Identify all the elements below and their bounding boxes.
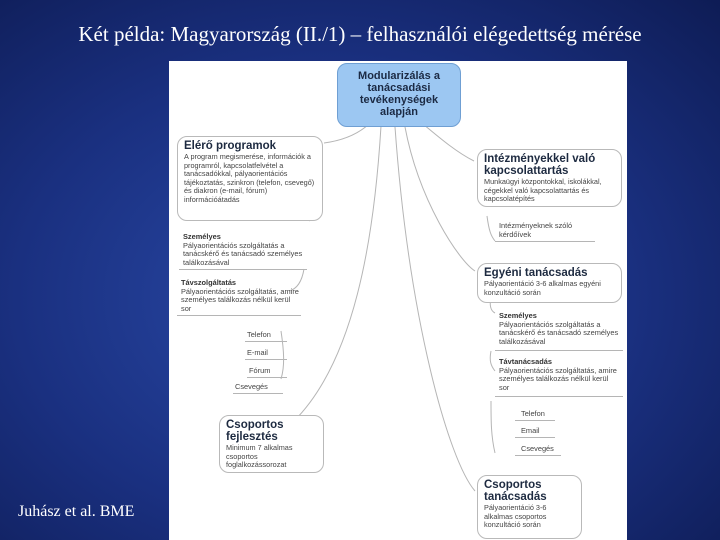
node-description: Munkaügyi központokkal, iskolákkal, cégekkel való kapcsolattartás és kapcsolatépítés <box>484 177 602 204</box>
node-title: Csoportos fejlesztés <box>226 419 284 443</box>
root-node: Modularizálás a tanácsadási tevékenységek alapján <box>337 63 461 127</box>
node-title: Intézményekkel való kapcsolattartás <box>484 153 596 177</box>
node-title: Elérő programok <box>184 140 277 152</box>
leaf-channel-left-2: Fórum <box>249 366 271 375</box>
node-elero-programok <box>177 136 323 221</box>
node-description: Minimum 7 alkalmas csoportos foglalkozássorozat <box>226 443 293 470</box>
slide-title: Két példa: Magyarország (II./1) – felhasználói elégedettség mérése <box>78 22 642 46</box>
leaf-channel-left-3: Csevegés <box>235 382 268 391</box>
node-title: Csoportos tanácsadás <box>484 479 547 503</box>
leaf-channel-right-0: Telefon <box>521 409 545 418</box>
leaf-channel-left-0: Telefon <box>247 330 271 339</box>
node-description: Pályaorientáció 3-6 alkalmas egyéni konzultáció során <box>484 279 601 297</box>
mind-map <box>169 61 627 540</box>
leaf-szemelyes-right: Személyes Pályaorientációs szolgáltatás a tanácskérő és tanácsadó személyes találkozásával <box>499 311 619 346</box>
leaf-channel-right-1: Email <box>521 426 540 435</box>
node-intezmenyekkel <box>477 149 622 207</box>
node-description: Pályaorientáció 3-6 alkalmas csoportos konzultáció során <box>484 503 547 530</box>
leaf-szemelyes-left: Személyes Pályaorientációs szolgáltatás a tanácskérő és tanácsadó személyes találkozásával <box>183 232 303 267</box>
leaf-tavtanacsadas-right: Távtanácsadás Pályaorientációs szolgáltatás, amire személyes találkozás nélkül kerül sor <box>499 357 617 392</box>
leaf-intezmenyek-kerdoiv: Intézményeknek szóló kérdőívek <box>499 221 573 239</box>
leaf-channel-left-1: E-mail <box>247 348 268 357</box>
footer-credit: Juhász et al. BME <box>18 503 135 520</box>
node-csoportos-tanacsadas <box>477 475 582 539</box>
leaf-tavszolgaltatas-left: Távszolgáltatás Pályaorientációs szolgáltatás, amire személyes találkozás nélkül kerül sor <box>181 278 299 313</box>
node-csoportos-fejlesztes <box>219 415 324 473</box>
node-egyeni-tanacsadas <box>477 263 622 303</box>
leaf-channel-right-2: Csevegés <box>521 444 554 453</box>
node-title: Egyéni tanácsadás <box>484 267 588 279</box>
node-description: A program megismerése, információk a programról, kapcsolatfelvétel a tanácsadókkal, pályaorientációs tájékoztatás, szinkron (telefon, csevegő) és diakron (e-mail, fórum) információátadás <box>184 152 315 204</box>
